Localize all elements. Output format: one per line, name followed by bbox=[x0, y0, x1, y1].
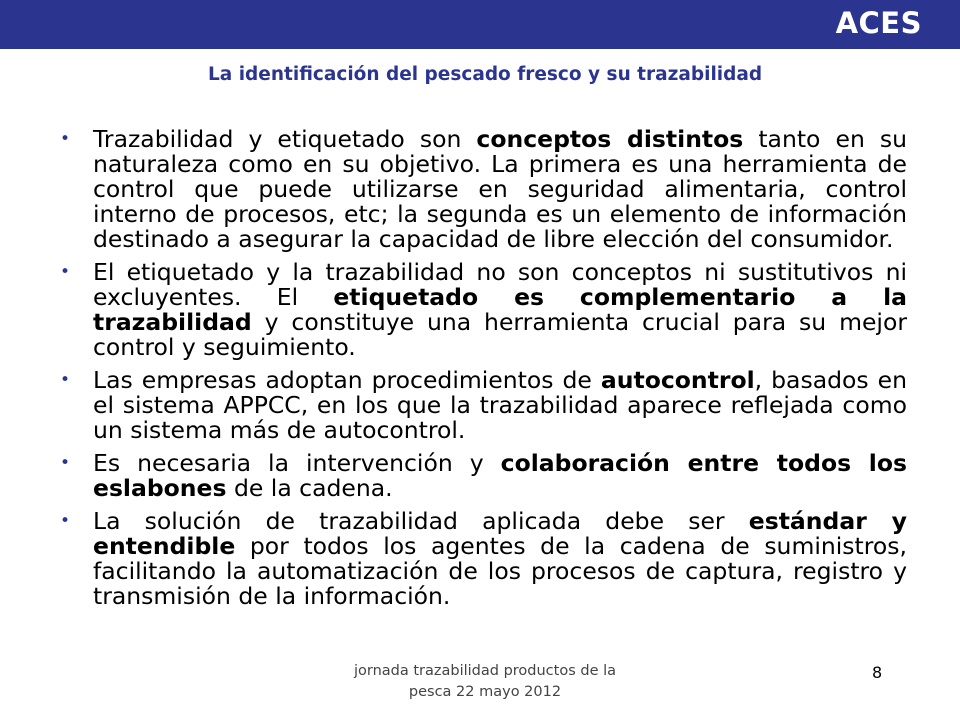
bullet-text: El etiquetado y la trazabilidad no son conceptos ni sustitutivos ni excluyentes. El etiquetado es complementario a la trazabilidad y constituye una herramienta crucial para su mejor control y seguimiento. bbox=[93, 258, 907, 361]
bullet-dot-icon: • bbox=[60, 129, 71, 149]
bullet-item bbox=[58, 127, 907, 252]
bullet-item bbox=[58, 451, 907, 501]
footer-line: pesca 22 mayo 2012 bbox=[408, 684, 562, 700]
bullet-list bbox=[58, 127, 907, 617]
bullet-dot-icon: • bbox=[60, 511, 71, 531]
bullet-dot-icon: • bbox=[60, 453, 71, 473]
header-bar bbox=[0, 0, 960, 49]
brand-logo: ACES bbox=[835, 6, 922, 40]
bullet-text: Las empresas adoptan procedimientos de autocontrol, basados en el sistema APPCC, en los que la trazabilidad aparece reflejada como un sistema más de autocontrol. bbox=[93, 366, 907, 444]
bullet-item bbox=[58, 509, 907, 609]
bullet-item bbox=[58, 260, 907, 360]
footer-line: jornada trazabilidad productos de la bbox=[353, 663, 617, 679]
bullet-item bbox=[58, 368, 907, 443]
slide-title: La identificación del pescado fresco y su trazabilidad bbox=[208, 64, 763, 85]
bullet-text: La solución de trazabilidad aplicada debe ser estándar y entendible por todos los agentes de la cadena de suministros, facilitando la automatización de los procesos de captura, registro y transmisión de la información. bbox=[93, 507, 907, 610]
bullet-text: Es necesaria la intervención y colaboración entre todos los eslabones de la cadena. bbox=[93, 449, 907, 502]
bullet-dot-icon: • bbox=[60, 262, 71, 282]
bullet-text: Trazabilidad y etiquetado son conceptos distintos tanto en su naturaleza como en su objetivo. La primera es una herramienta de control que puede utilizarse en seguridad alimentaria, control interno de procesos, etc; la segunda es un elemento de información destinado a asegurar la capacidad de libre elección del consumidor. bbox=[93, 125, 908, 253]
bullet-dot-icon: • bbox=[60, 370, 71, 390]
page-number: 8 bbox=[872, 663, 883, 682]
footer-caption bbox=[290, 661, 680, 703]
